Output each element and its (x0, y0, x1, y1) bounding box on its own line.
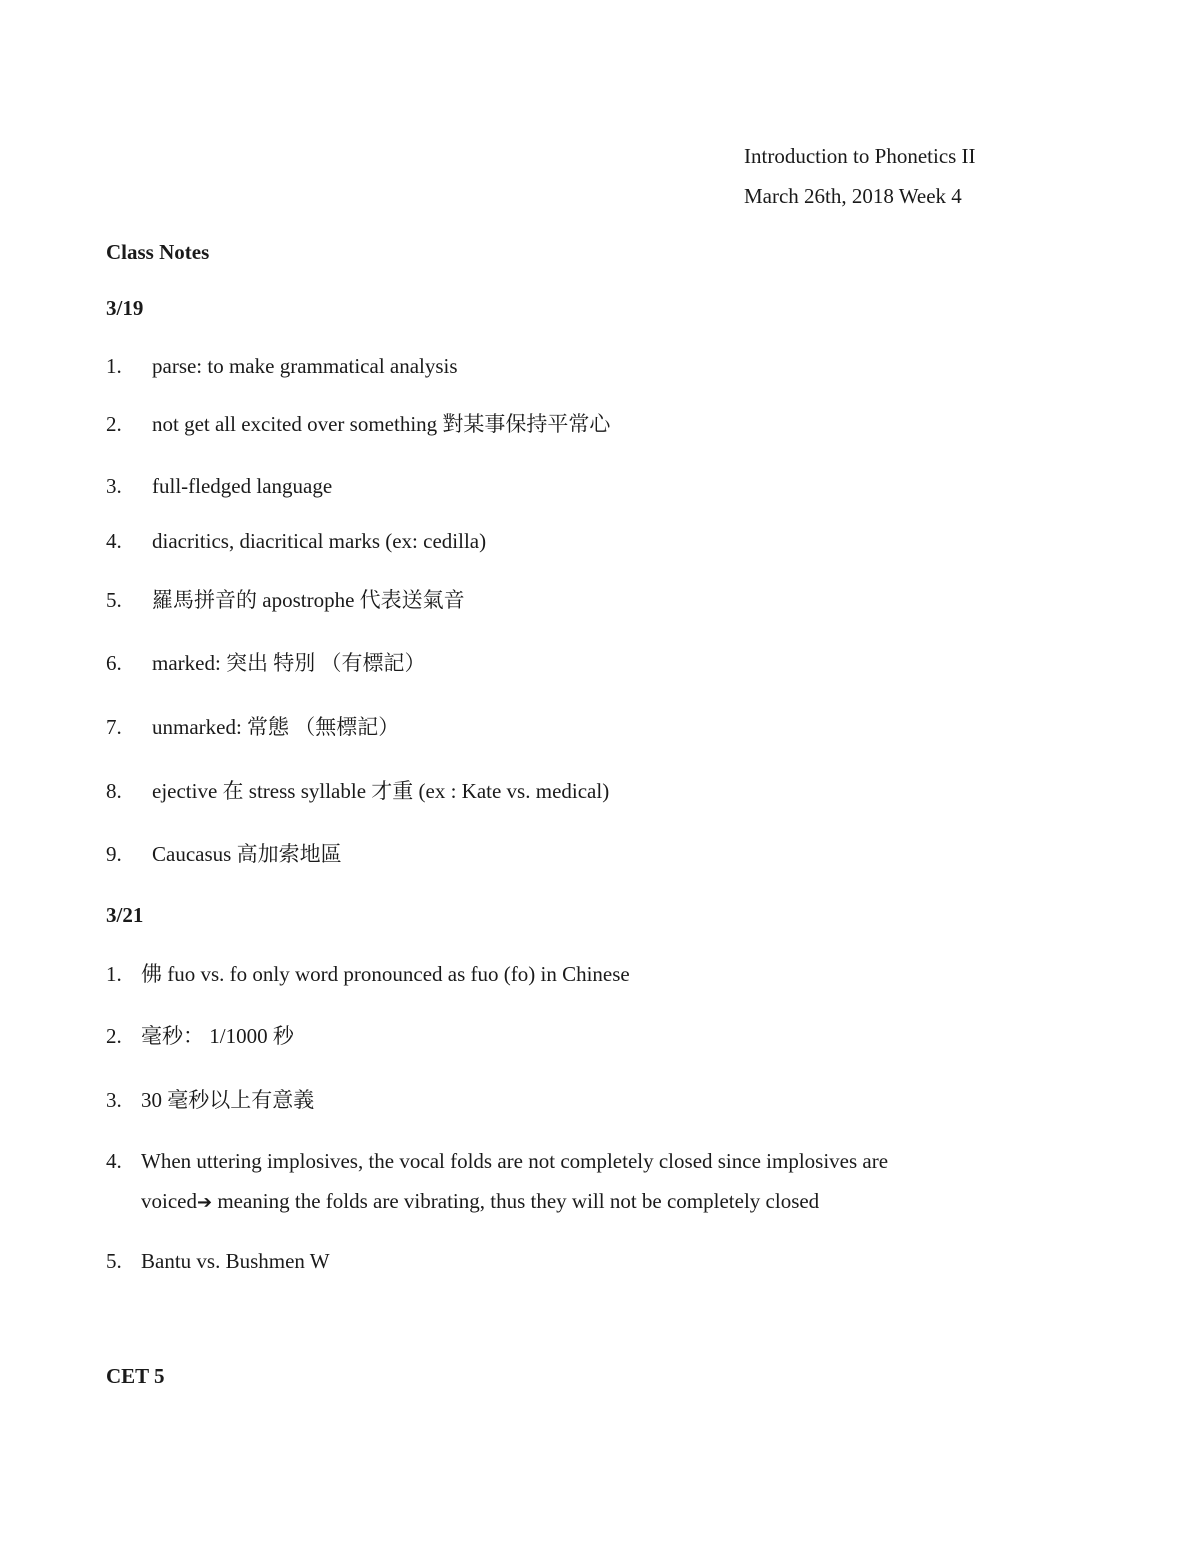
list-item-number: 2. (106, 1024, 122, 1048)
list-item-number: 5. (106, 1249, 122, 1273)
list-item-text: unmarked: 常態 （無標記） (152, 715, 400, 739)
list-item-number: 8. (106, 779, 122, 803)
list-item-number: 6. (106, 651, 122, 675)
list-item-text: 30 毫秒以上有意義 (141, 1088, 315, 1112)
right-arrow-icon: ➔ (196, 1192, 213, 1213)
list-item-number: 7. (106, 715, 122, 739)
list-item-number: 2. (106, 412, 122, 436)
list-item-text: parse: to make grammatical analysis (152, 354, 458, 378)
list-item-text: Bantu vs. Bushmen W (141, 1249, 330, 1273)
page-title: Class Notes (106, 240, 210, 264)
list-item-text-continuation (141, 1191, 819, 1212)
list-item-text: 毫秒： 1/1000 秒 (141, 1024, 294, 1048)
section-heading: CET 5 (106, 1364, 165, 1388)
continuation-text: meaning the folds are vibrating, thus they will not be completely closed (212, 1189, 820, 1213)
list-item-number: 4. (106, 1149, 122, 1173)
list-item-number: 1. (106, 962, 122, 986)
list-item-text: marked: 突出 特別 （有標記） (152, 651, 426, 675)
section-date-heading: 3/21 (106, 903, 144, 927)
list-item-text: 佛 fuo vs. fo only word pronounced as fuo (fo) in Chinese (141, 962, 630, 986)
list-item-number: 3. (106, 474, 122, 498)
list-item-text: Caucasus 高加索地區 (152, 842, 342, 866)
list-item-number: 1. (106, 354, 122, 378)
continuation-text: voiced (141, 1189, 197, 1213)
section-date-heading: 3/19 (106, 296, 144, 320)
course-title: Introduction to Phonetics II (744, 144, 976, 168)
list-item-text: When uttering implosives, the vocal folds are not completely closed since implosives are (141, 1149, 889, 1173)
document-date: March 26th, 2018 Week 4 (744, 184, 962, 208)
list-item-text: diacritics, diacritical marks (ex: cedilla) (152, 529, 487, 553)
list-item-text: ejective 在 stress syllable 才重 (ex : Kate vs. medical) (152, 779, 610, 803)
list-item-text: full-fledged language (152, 474, 333, 498)
list-item-number: 4. (106, 529, 122, 553)
list-item-text: 羅馬拼音的 apostrophe 代表送氣音 (152, 588, 465, 612)
list-item-number: 3. (106, 1088, 122, 1112)
list-item-text: not get all excited over something 對某事保持平常心 (152, 412, 611, 436)
list-item-number: 5. (106, 588, 122, 612)
list-item-number: 9. (106, 842, 122, 866)
